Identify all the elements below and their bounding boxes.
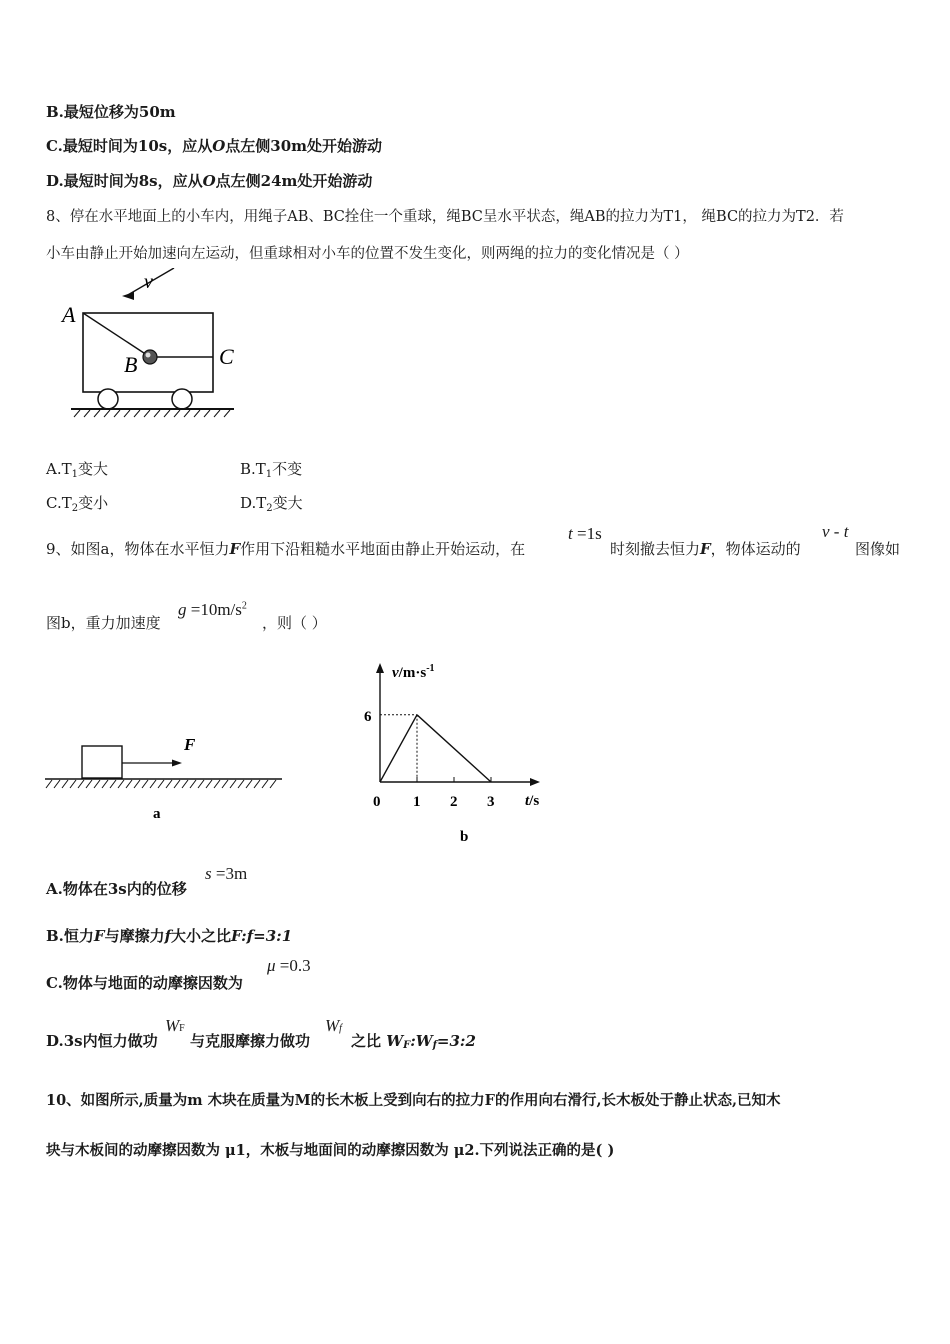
q7-option-b: B.最短位移为50m [46, 103, 176, 121]
q9-option-c: C.物体与地面的动摩擦因数为 [46, 974, 243, 992]
x-axis-arrow [530, 778, 540, 786]
x-tick-label-1: 1 [413, 794, 421, 810]
q9-vt-chart [350, 655, 560, 850]
q9-stem-line2-b: ，则（ ） [262, 614, 327, 632]
q9-math-t: t =1s [568, 524, 602, 543]
q9-option-d-wfr: Wf [325, 1016, 342, 1035]
series-segment-1 [417, 715, 491, 782]
q9-label-f: F [184, 735, 196, 754]
q10-stem-line2: 块与木板间的动摩擦因数为 μ1，木板与地面间的动摩擦因数为 μ2.下列说法正确的是( ) [46, 1142, 615, 1159]
y-axis-arrow [376, 663, 384, 673]
q8-stem-line1: 8、停在水平地面上的小车内，用绳子AB、BC拴住一个重球，绳BC呈水平状态，绳AB的拉力为T1， 绳BC的拉力为T2．若 [46, 209, 844, 225]
q8-option-b: $B.T_1$不变 [240, 460, 303, 480]
series-segment-0 [380, 715, 417, 782]
q8-option-c: $C.T_2$变小 [46, 494, 109, 514]
x-tick-label-3: 3 [487, 794, 495, 810]
q8-label-c: C [219, 344, 234, 369]
q8-label-b: B [124, 352, 138, 377]
q9-option-c-math: μ =0.3 [267, 956, 311, 975]
q9-stem-line1-c: 图像如 [855, 540, 901, 558]
q9-option-b: B.恒力F与摩擦力f大小之比F:f=3:1 [46, 927, 293, 945]
q7-option-c: C.最短时间为10s，应从O点左侧30m处开始游动 [46, 137, 383, 155]
x-tick-label-2: 2 [450, 794, 458, 810]
q9-stem-line1-a: 9、如图a，物体在水平恒力F作用下沿粗糙水平地面由静止开始运动，在 [46, 540, 526, 558]
q9-option-d: D.3s内恒力做功 [46, 1032, 158, 1050]
q9-option-d-mid: 与克服摩擦力做功 [190, 1032, 311, 1050]
q8-stem-line2: 小车由静止开始加速向左运动，但重球相对小车的位置不发生变化，则两绳的拉力的变化情况是（ ） [46, 246, 689, 262]
q8-option-a: $A.T_1$变大 [46, 460, 108, 480]
x-axis-label: t/s [525, 793, 540, 809]
q7-option-d: D.最短时间为8s，应从O点左侧24m处开始游动 [46, 172, 373, 190]
q10-stem-line1: 10、如图所示,质量为m 木块在质量为M的长木板上受到向右的拉力F的作用向右滑行,长木板处于静止状态,已知木 [46, 1092, 781, 1109]
q8-option-d: $D.T_2$变大 [240, 494, 303, 514]
q8-label-v: v [144, 271, 153, 293]
q9-option-a-math: s =3m [205, 864, 248, 883]
q9-option-d-wf: WF [165, 1016, 185, 1035]
q9-option-a: A.物体在3s内的位移 [46, 880, 187, 898]
y-axis-label: $v/m\cdot s^{-1}$ [392, 663, 435, 681]
y-tick-label-6: 6 [364, 708, 372, 725]
q9-stem-line1-b: 时刻撤去恒力F，物体运动的 [610, 540, 801, 558]
q9-figure-b-caption: b [460, 829, 469, 845]
q8-label-a: A [62, 302, 76, 327]
q9-math-vt: v - t [822, 522, 849, 541]
q9-stem-line2-a: 图b，重力加速度 [46, 614, 161, 632]
q9-option-d-end: 之比 WF:Wf=3:2 [351, 1032, 476, 1051]
q8-cart-figure [56, 268, 256, 418]
q9-figure-a [42, 730, 287, 830]
q9-math-g: $g =10m/s^2$ [178, 600, 247, 619]
x-tick-label-0: 0 [373, 794, 381, 810]
q9-figure-a-caption: a [153, 806, 161, 822]
